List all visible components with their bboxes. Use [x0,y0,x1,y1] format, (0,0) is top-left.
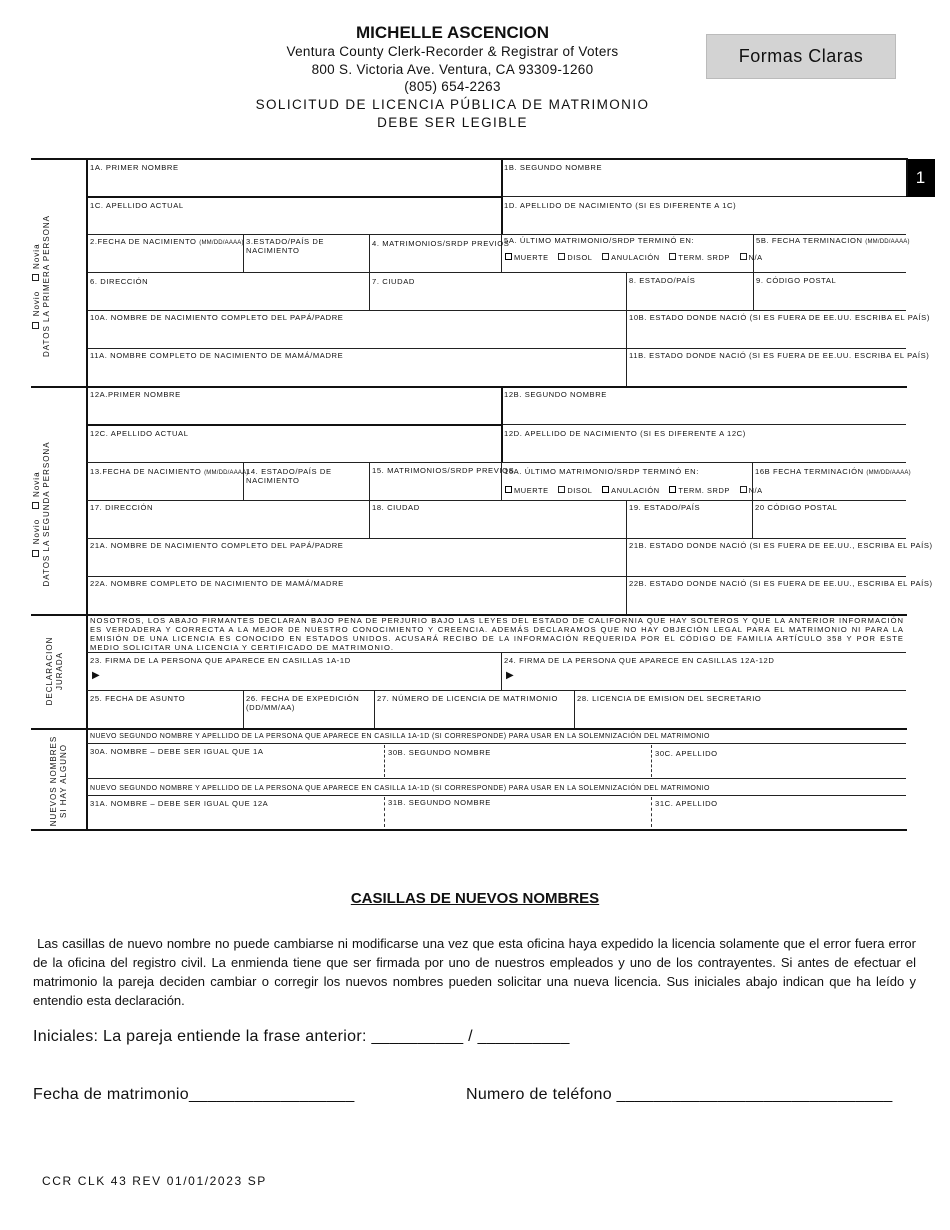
clear-form-button[interactable]: Formas Claras [706,34,896,79]
term-srdp-checkbox[interactable] [669,253,676,260]
field-20[interactable]: 20 CÓDIGO POSTAL [755,503,838,512]
office-phone: (805) 654-2263 [404,79,501,94]
new-name-header-2: NUEVO SEGUNDO NOMBRE Y APELLIDO DE LA PERSONA QUE APARECE EN CASILLA 1A-1D (SI CORRESPONDE) PARA USAR EN LA SOLEMNIZACIÓN DEL MATRIMONIO [90,785,710,792]
field-26[interactable]: 26. FECHA DE EXPEDICIÓN (DD/MM/AA) [246,694,360,712]
signature-arrow-icon: ▶ [92,670,100,681]
field-12c[interactable]: 12C. APELLIDO ACTUAL [90,429,189,438]
phone-line[interactable]: Numero de teléfono ______________________________ [466,1086,893,1103]
field-5a: 5A. ÚLTIMO MATRIMONIO/SRDP TERMINÓ EN: [504,236,695,245]
end-options-1: MUERTE DISOL ANULACIÓN TERM. SRDP N/A [505,253,770,262]
field-9[interactable]: 9. CÓDIGO POSTAL [756,276,837,285]
field-31a[interactable]: 31A. NOMBRE – DEBE SER IGUAL QUE 12A [90,799,269,808]
field-4[interactable]: 4. MATRIMONIOS/SRDP PREVIOS [372,239,510,248]
field-1d[interactable]: 1D. APELLIDO DE NACIMIENTO (SI ES DIFERENTE A 1C) [504,201,737,210]
field-2[interactable]: 2.FECHA DE NACIMIENTO (MM/DD/AAAA) [90,237,244,246]
field-1a[interactable]: 1A. PRIMER NOMBRE [90,163,179,172]
field-31b[interactable]: 31B. SEGUNDO NOMBRE [388,798,491,807]
office-address: 800 S. Victoria Ave. Ventura, CA 93309-1260 [311,62,594,77]
field-30b[interactable]: 30B. SEGUNDO NOMBRE [388,748,491,757]
field-10b[interactable]: 10B. ESTADO DONDE NACIÓ (SI ES FUERA DE EE.UU. ESCRIBA EL PAÍS) [629,313,930,322]
notice-text: Las casillas de nuevo nombre no puede cambiarse ni modificarse una vez que esta oficina haya expedido la licencia solamente que el error fuera error de la oficina del registro civil. La enmienda tiene que ser firmada por uno de nuestros empleados y uno de los contrayentes. Si antes de efectuar el matrimonio la pareja deciden cambiar o corregir los nuevos nombres pueden solicitar una nueva licencia. Sus iniciales abajo indican que ha leído y entendio esta declaración. [33,936,916,1008]
field-3[interactable]: 3.ESTADO/PAÍS DE NACIMIENTO [246,237,325,255]
novia-checkbox-2[interactable] [32,502,39,509]
section-new-names: NUEVOS NOMBRES SI HAY ALGUNO [49,735,68,827]
term-srdp-checkbox-2[interactable] [669,486,676,493]
field-28[interactable]: 28. LICENCIA DE EMISION DEL SECRETARIO [577,694,762,703]
field-21b[interactable]: 21B. ESTADO DONDE NACIÓ (SI ES FUERA DE EE.UU., ESCRIBA EL PAÍS) [629,541,933,550]
field-27[interactable]: 27. NÚMERO DE LICENCIA DE MATRIMONIO [377,694,558,703]
field-10a[interactable]: 10A. NOMBRE DE NACIMIENTO COMPLETO DEL PAPÁ/PADRE [90,313,344,322]
section-second-person: Novio Novia DATOS LA SEGUNDA PERSONA [32,441,51,587]
new-name-header-1: NUEVO SEGUNDO NOMBRE Y APELLIDO DE LA PERSONA QUE APARECE EN CASILLA 1A-1D (SI CORRESPONDE) PARA USAR EN LA SOLEMNIZACIÓN DEL MATRIMONIO [90,733,710,740]
field-12a[interactable]: 12A.PRIMER NOMBRE [90,390,181,399]
field-17[interactable]: 17. DIRECCIÓN [90,503,154,512]
field-13[interactable]: 13.FECHA DE NACIMIENTO (MM/DD/AAAA) [90,467,249,476]
section-first-person: Novio Novia DATOS LA PRIMERA PERSONA [32,215,51,357]
muerte-checkbox-2[interactable] [505,486,512,493]
novia-checkbox[interactable] [32,274,39,281]
signature-arrow-icon: ▶ [506,670,514,681]
field-14[interactable]: 14. ESTADO/PAÍS DE NACIMIENTO [246,467,332,485]
field-16a: 16A. ÚLTIMO MATRIMONIO/SRDP TERMINÓ EN: [504,467,699,476]
field-1c[interactable]: 1C. APELLIDO ACTUAL [90,201,184,210]
anulacion-checkbox[interactable] [602,253,609,260]
disol-checkbox-2[interactable] [558,486,565,493]
field-30a[interactable]: 30A. NOMBRE – DEBE SER IGUAL QUE 1A [90,747,264,756]
end-options-2: MUERTE DISOL ANULACIÓN TERM. SRDP N/A [505,486,770,495]
notice-title: CASILLAS DE NUEVOS NOMBRES [350,890,600,907]
field-30c[interactable]: 30C. APELLIDO [655,749,718,758]
marriage-date-line[interactable]: Fecha de matrimonio__________________ [33,1086,355,1103]
field-7[interactable]: 7. CIUDAD [372,277,415,286]
page-number: 1 [906,159,935,197]
muerte-checkbox[interactable] [505,253,512,260]
form-number: CCR CLK 43 REV 01/01/2023 SP [42,1174,267,1188]
na-checkbox[interactable] [740,253,747,260]
field-11a[interactable]: 11A. NOMBRE COMPLETO DE NACIMIENTO DE MAMÁ/MADRE [90,351,344,360]
field-21a[interactable]: 21A. NOMBRE DE NACIMIENTO COMPLETO DEL PAPÁ/PADRE [90,541,344,550]
section-declaration: DECLARACION JURADA [45,636,64,706]
field-12b[interactable]: 12B. SEGUNDO NOMBRE [504,390,607,399]
declaration-text: NOSOTROS, LOS ABAJO FIRMANTES DECLARAN BAJO PENA DE PERJURIO BAJO LAS LEYES DEL ESTADO DE CALIFORNIA QUE HAY SOLTEROS Y QUE LA ANTERIOR INFORMACIÓN ES VERDADERA Y CORRECTA A LA MEJOR DE NUESTRO CONOCIMIENTO Y CREENCIA. ADEMÁS DECLARAMOS QUE NO HAY OBJECIÓN LEGAL PARA EL MATRIMONIO NI PARA LA EMISIÓN DE UNA LICENCIA ES CONOCIDO EN ESTADOS UNIDOS. ACUSARÁ RECIBO DE LA INFORMACIÓN REQUERIDA POR EL CÓDIGO DE FAMILIA ARTÍCULO 358 Y POR ESTE MEDIO SOLICITAR UNA LICENCIA Y CERTIFICADO DE MATRIMONIO. [90,616,904,652]
novio-checkbox[interactable] [32,322,39,329]
anulacion-checkbox-2[interactable] [602,486,609,493]
field-19[interactable]: 19. ESTADO/PAÍS [629,503,701,512]
initials-line[interactable]: Iniciales: La pareja entiende la frase anterior: __________ / __________ [33,1028,570,1045]
field-22b[interactable]: 22B. ESTADO DONDE NACIÓ (SI ES FUERA DE EE.UU., ESCRIBA EL PAÍS) [629,579,933,588]
legible-note: DEBE SER LEGIBLE [377,115,528,130]
field-24[interactable]: 24. FIRMA DE LA PERSONA QUE APARECE EN CASILLAS 12A-12D [504,656,775,665]
field-1b[interactable]: 1B. SEGUNDO NOMBRE [504,163,603,172]
field-25[interactable]: 25. FECHA DE ASUNTO [90,694,186,703]
field-18[interactable]: 18. CIUDAD [372,503,420,512]
novio-checkbox-2[interactable] [32,550,39,557]
clerk-name: MICHELLE ASCENCION [356,23,549,42]
field-11b[interactable]: 11B. ESTADO DONDE NACIÓ (SI ES FUERA DE EE.UU. ESCRIBA EL PAÍS) [629,351,930,360]
field-22a[interactable]: 22A. NOMBRE COMPLETO DE NACIMIENTO DE MAMÁ/MADRE [90,579,344,588]
na-checkbox-2[interactable] [740,486,747,493]
field-16b[interactable]: 16B FECHA TERMINACIÓN (MM/DD/AAAA) [755,467,911,476]
field-31c[interactable]: 31C. APELLIDO [655,799,718,808]
field-6[interactable]: 6. DIRECCIÓN [90,277,149,286]
office-name: Ventura County Clerk-Recorder & Registrar of Voters [286,44,619,59]
field-12d[interactable]: 12D. APELLIDO DE NACIMIENTO (SI ES DIFERENTE A 12C) [504,429,746,438]
field-15[interactable]: 15. MATRIMONIOS/SRDP PREVIOS [372,466,515,475]
form-title: SOLICITUD DE LICENCIA PÚBLICA DE MATRIMONIO [255,97,650,112]
field-5b[interactable]: 5B. FECHA TERMINACION (MM/DD/AAAA) [756,236,910,245]
field-8[interactable]: 8. ESTADO/PAÍS [629,276,696,285]
field-23[interactable]: 23. FIRMA DE LA PERSONA QUE APARECE EN CASILLAS 1A-1D [90,656,351,665]
disol-checkbox[interactable] [558,253,565,260]
